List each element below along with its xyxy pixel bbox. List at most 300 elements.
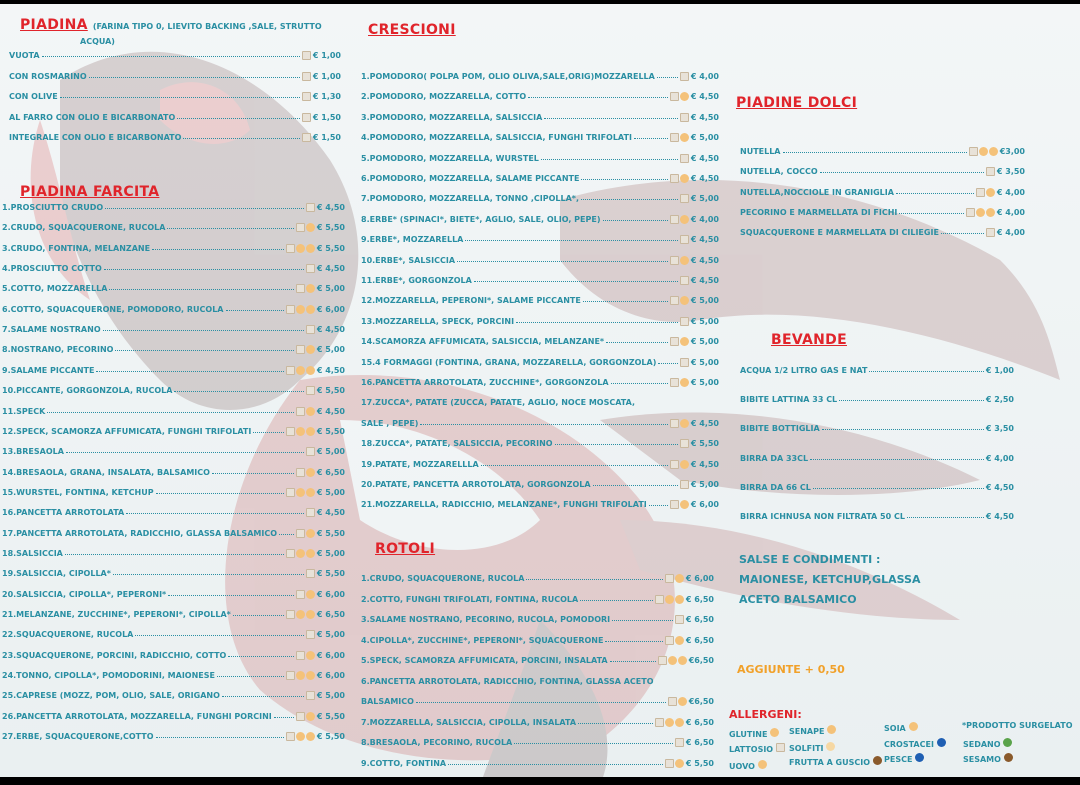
menu-item-row bbox=[2, 223, 345, 232]
menu-item-row bbox=[361, 656, 714, 665]
leader-dots bbox=[115, 350, 293, 351]
menu-item-name: 18.ZUCCA*, PATATE, SALSICCIA, PECORINO bbox=[361, 439, 553, 449]
allergen-icons bbox=[680, 439, 689, 448]
menu-item-name: 10.ERBE*, SALSICCIA bbox=[361, 255, 456, 265]
menu-item-name: 5.COTTO, MOZZARELLA bbox=[2, 284, 108, 294]
lattosio-icon bbox=[296, 712, 305, 721]
allergen-icons bbox=[670, 133, 689, 142]
menu-item-price: € 6,00 bbox=[316, 671, 345, 681]
menu-item-row bbox=[361, 738, 714, 747]
senape-icon bbox=[827, 725, 836, 734]
menu-item-row bbox=[2, 264, 345, 273]
lattosio-icon bbox=[670, 256, 679, 265]
menu-item-name: 6.POMODORO, MOZZARELLA, SALAME PICCANTE bbox=[361, 174, 580, 183]
allergen-frutta bbox=[789, 756, 882, 767]
glutine-icon bbox=[306, 712, 315, 721]
sedano-icon bbox=[1003, 738, 1012, 747]
menu-item-name: VUOTA bbox=[9, 51, 40, 60]
leader-dots bbox=[105, 208, 304, 209]
glutine-icon bbox=[296, 427, 305, 436]
menu-item-name: 7.POMODORO, MOZZARELLA, TONNO ,CIPOLLA*, bbox=[361, 194, 580, 204]
menu-item-row bbox=[740, 167, 1025, 176]
menu-item-name: 1.PROSCIUTTO CRUDO bbox=[2, 203, 104, 212]
menu-item-row bbox=[740, 424, 1014, 433]
lattosio-icon bbox=[670, 500, 679, 509]
top-border bbox=[0, 0, 1080, 4]
menu-item-row bbox=[2, 305, 345, 314]
glutine-icon bbox=[296, 244, 305, 253]
leader-dots bbox=[228, 656, 294, 657]
menu-item-price: € 4,50 bbox=[690, 153, 719, 163]
menu-item-row bbox=[361, 256, 719, 265]
glutine-icon bbox=[680, 460, 689, 469]
allergen-icons bbox=[675, 738, 684, 747]
allergen-icons bbox=[966, 208, 995, 217]
menu-item-row bbox=[361, 500, 719, 509]
leader-dots bbox=[109, 289, 294, 290]
glutine-icon bbox=[296, 610, 305, 619]
menu-item-price: € 5,50 bbox=[316, 243, 345, 253]
allergen-crostacei-label: CROSTACEI bbox=[884, 740, 934, 749]
menu-item-price: € 4,50 bbox=[316, 203, 345, 212]
menu-item-name: BIBITE LATTINA 33 CL bbox=[740, 395, 838, 405]
allergen-icons bbox=[680, 235, 689, 244]
menu-item-row bbox=[2, 325, 345, 334]
menu-item-name: SALE , PEPE) bbox=[361, 418, 419, 428]
allergen-soia bbox=[884, 722, 918, 733]
leader-dots bbox=[593, 485, 678, 486]
menu-item-price: € 6,50 bbox=[685, 635, 714, 645]
menu-item-name: 15.4 FORMAGGI (FONTINA, GRANA, MOZZARELLA, GORGONZOLA) bbox=[361, 357, 657, 367]
allergen-icons bbox=[306, 325, 315, 334]
allergen-icons bbox=[668, 697, 687, 706]
lattosio-icon bbox=[302, 72, 311, 81]
leader-dots bbox=[177, 118, 300, 119]
lattosio-icon bbox=[670, 215, 679, 224]
lattosio-icon bbox=[306, 569, 315, 578]
glutine-icon bbox=[306, 590, 315, 599]
lattosio-icon bbox=[286, 366, 295, 375]
allergen-icons bbox=[286, 671, 315, 680]
leader-dots bbox=[580, 600, 653, 601]
menu-item-row bbox=[361, 677, 714, 686]
bevande-section-header bbox=[771, 329, 847, 348]
leader-dots bbox=[47, 412, 294, 413]
menu-item-row bbox=[740, 512, 1014, 521]
menu-item-price: € 6,50 bbox=[685, 738, 714, 747]
leader-dots bbox=[603, 220, 668, 221]
leader-dots bbox=[581, 199, 678, 200]
leader-dots bbox=[156, 493, 284, 494]
lattosio-icon bbox=[986, 228, 995, 237]
uovo-icon bbox=[758, 760, 767, 769]
menu-item-name: SQUACQUERONE E MARMELLATA DI CILIEGIE bbox=[740, 228, 939, 238]
menu-item-row bbox=[361, 296, 719, 305]
menu-item-price: € 5,50 bbox=[316, 569, 345, 579]
menu-item-row bbox=[2, 447, 345, 456]
glutine-icon bbox=[306, 651, 315, 660]
menu-item-price: € 4,50 bbox=[316, 325, 345, 335]
leader-dots bbox=[212, 473, 294, 474]
menu-item-name: 8.NOSTRANO, PECORINO bbox=[2, 345, 114, 355]
lattosio-icon bbox=[296, 345, 305, 354]
menu-item-price: € 4,00 bbox=[996, 187, 1025, 197]
menu-item-price: € 5,50 bbox=[316, 386, 345, 396]
glutine-icon bbox=[979, 147, 988, 156]
leader-dots bbox=[60, 97, 300, 98]
menu-item-row bbox=[361, 154, 719, 163]
menu-item-row bbox=[2, 671, 345, 680]
leader-dots bbox=[526, 579, 662, 580]
aggiunte-note: AGGIUNTE + 0,50 bbox=[737, 663, 845, 676]
menu-item-row bbox=[9, 133, 341, 142]
leader-dots bbox=[167, 228, 293, 229]
lattosio-icon bbox=[306, 447, 315, 456]
leader-dots bbox=[528, 97, 668, 98]
allergen-icons bbox=[286, 610, 315, 619]
leader-dots bbox=[65, 554, 284, 555]
leader-dots bbox=[156, 737, 284, 738]
lattosio-icon bbox=[675, 738, 684, 747]
menu-item-name: 18.SALSICCIA bbox=[2, 548, 63, 558]
menu-item-row bbox=[361, 276, 719, 285]
glutine-icon bbox=[680, 419, 689, 428]
lattosio-icon bbox=[296, 529, 305, 538]
menu-item-name: PECORINO E MARMELLATA DI FICHI bbox=[740, 207, 898, 217]
glutine-icon bbox=[680, 215, 689, 224]
menu-item-row bbox=[2, 427, 345, 436]
leader-dots bbox=[42, 56, 300, 57]
menu-item-row bbox=[2, 488, 345, 497]
lattosio-icon bbox=[665, 574, 674, 583]
menu-item-row bbox=[361, 337, 719, 346]
menu-item-row bbox=[361, 480, 719, 489]
glutine-icon bbox=[306, 671, 315, 680]
lattosio-icon bbox=[966, 208, 975, 217]
menu-item-row bbox=[361, 194, 719, 203]
leader-dots bbox=[649, 505, 668, 506]
menu-item-name: ACQUA 1/2 LITRO GAS E NAT bbox=[740, 366, 868, 375]
menu-item-price: € 5,00 bbox=[690, 337, 719, 347]
lattosio-icon bbox=[680, 480, 689, 489]
menu-item-price: € 5,00 bbox=[690, 316, 719, 326]
dolci-section-header bbox=[736, 92, 857, 111]
menu-item-price: € 1,50 bbox=[312, 112, 341, 122]
menu-item-name: 6.PANCETTA ARROTOLATA, RADICCHIO, FONTINA, GLASSA ACETO bbox=[361, 676, 654, 686]
lattosio-icon bbox=[296, 284, 305, 293]
menu-item-price: € 1,00 bbox=[312, 71, 341, 81]
menu-item-name: 15.WURSTEL, FONTINA, KETCHUP bbox=[2, 487, 154, 497]
lattosio-icon bbox=[655, 718, 664, 727]
menu-item-price: € 5,00 bbox=[316, 630, 345, 640]
menu-item-name: 26.PANCETTA ARROTOLATA, MOZZARELLA, FUNGHI PORCINI bbox=[2, 711, 272, 721]
menu-item-price: € 5,50 bbox=[316, 223, 345, 233]
lattosio-icon bbox=[668, 697, 677, 706]
glutine-icon bbox=[306, 488, 315, 497]
leader-dots bbox=[226, 310, 284, 311]
menu-item-row bbox=[2, 244, 345, 253]
allergen-solfiti bbox=[789, 742, 835, 753]
menu-item-price: € 6,00 bbox=[685, 574, 714, 583]
glutine-icon bbox=[306, 468, 315, 477]
glutine-icon bbox=[976, 208, 985, 217]
menu-item-row bbox=[361, 574, 714, 583]
menu-item-price: € 4,50 bbox=[690, 276, 719, 285]
lattosio-icon bbox=[670, 296, 679, 305]
piadina-section-header bbox=[20, 14, 322, 33]
leader-dots bbox=[217, 676, 284, 677]
menu-item-name: 1.CRUDO, SQUACQUERONE, RUCOLA bbox=[361, 574, 525, 583]
crescioni-section-header bbox=[368, 19, 456, 38]
lattosio-icon bbox=[986, 167, 995, 176]
menu-item-price: € 4,50 bbox=[690, 418, 719, 428]
glutine-icon bbox=[665, 595, 674, 604]
allergen-icons bbox=[680, 154, 689, 163]
leader-dots bbox=[941, 233, 984, 234]
menu-item-name: 25.CAPRESE (MOZZ, POM, OLIO, SALE, ORIGANO bbox=[2, 691, 220, 701]
lattosio-icon bbox=[306, 386, 315, 395]
menu-item-name: 17.ZUCCA*, PATATE (ZUCCA, PATATE, AGLIO, NOCE MOSCATA, bbox=[361, 398, 636, 408]
allergen-icons bbox=[670, 460, 689, 469]
menu-item-price: € 6,50 bbox=[316, 467, 345, 477]
menu-item-name: 3.POMODORO, MOZZARELLA, SALSICCIA bbox=[361, 112, 543, 122]
leader-dots bbox=[813, 488, 984, 489]
leader-dots bbox=[103, 330, 304, 331]
menu-item-row bbox=[2, 284, 345, 293]
allergen-sesamo bbox=[963, 753, 1013, 764]
menu-item-row bbox=[361, 439, 719, 448]
menu-item-price: € 4,50 bbox=[985, 482, 1014, 492]
pesce-icon bbox=[915, 753, 924, 762]
menu-item-name: 4.CIPOLLA*, ZUCCHINE*, PEPERONI*, SQUACQUERONE bbox=[361, 635, 604, 645]
allergen-icons bbox=[296, 345, 315, 354]
glutine-icon bbox=[680, 174, 689, 183]
menu-item-name: 13.BRESAOLA bbox=[2, 447, 64, 457]
glutine-icon bbox=[296, 671, 305, 680]
soia-icon bbox=[909, 722, 918, 731]
allergen-icons bbox=[302, 72, 311, 81]
menu-item-row bbox=[2, 386, 345, 395]
allergen-icons bbox=[665, 636, 684, 645]
rotoli-section-header bbox=[375, 538, 435, 557]
leader-dots bbox=[448, 764, 663, 765]
glutine-icon bbox=[680, 378, 689, 387]
frutta-a-guscio-icon bbox=[873, 756, 882, 765]
allergen-icons bbox=[302, 51, 311, 60]
menu-item-price: € 3,50 bbox=[985, 424, 1014, 434]
menu-item-name: 21.MELANZANE, ZUCCHINE*, PEPERONI*, CIPOLLA* bbox=[2, 610, 231, 619]
menu-item-row bbox=[361, 92, 719, 101]
menu-item-row bbox=[740, 188, 1025, 197]
menu-item-row bbox=[2, 590, 345, 599]
allergen-icons bbox=[665, 574, 684, 583]
allergen-icons bbox=[296, 407, 315, 416]
leader-dots bbox=[135, 635, 304, 636]
allergen-icons bbox=[655, 595, 684, 604]
menu-item-row bbox=[361, 759, 714, 768]
menu-item-price: € 5,50 bbox=[316, 711, 345, 721]
lattosio-icon bbox=[680, 72, 689, 81]
allergen-icons bbox=[680, 113, 689, 122]
lattosio-icon bbox=[680, 154, 689, 163]
lattosio-icon bbox=[306, 630, 315, 639]
lattosio-icon bbox=[670, 133, 679, 142]
menu-item-row bbox=[2, 529, 345, 538]
lattosio-icon bbox=[286, 671, 295, 680]
menu-item-price: € 4,00 bbox=[996, 207, 1025, 217]
solfiti-icon bbox=[826, 742, 835, 751]
leader-dots bbox=[611, 383, 668, 384]
glutine-icon bbox=[306, 529, 315, 538]
menu-item-price: € 5,50 bbox=[685, 758, 714, 768]
menu-item-name: 8.ERBE* (SPINACI*, BIETE*, AGLIO, SALE, OLIO, PEPE) bbox=[361, 214, 601, 224]
menu-item-price: € 4,00 bbox=[996, 228, 1025, 238]
allergen-uovo bbox=[729, 760, 767, 771]
lattosio-icon bbox=[670, 460, 679, 469]
allergen-icons bbox=[670, 92, 689, 101]
allergen-crostacei bbox=[884, 738, 946, 749]
menu-item-name: 13.MOZZARELLA, SPECK, PORCINI bbox=[361, 316, 515, 326]
menu-item-row bbox=[9, 113, 341, 122]
salse-line-1: SALSE E CONDIMENTI : bbox=[739, 553, 881, 566]
menu-item-price: € 4,50 bbox=[690, 174, 719, 183]
menu-item-name: 10.PICCANTE, GORGONZOLA, RUCOLA bbox=[2, 386, 173, 396]
menu-item-name: 2.POMODORO, MOZZARELLA, COTTO bbox=[361, 92, 527, 102]
menu-item-name: 7.SALAME NOSTRANO bbox=[2, 325, 101, 335]
menu-item-price: € 6,00 bbox=[316, 589, 345, 599]
allergen-icons bbox=[302, 92, 311, 101]
lattosio-icon bbox=[680, 317, 689, 326]
menu-item-row bbox=[2, 468, 345, 477]
glutine-icon bbox=[986, 188, 995, 197]
allergen-surgelato: *PRODOTTO SURGELATO bbox=[962, 721, 1073, 730]
menu-item-row bbox=[740, 228, 1025, 237]
glutine-icon bbox=[678, 656, 687, 665]
glutine-icon bbox=[306, 610, 315, 619]
menu-item-row bbox=[740, 366, 1014, 375]
menu-item-name: 20.SALSICCIA, CIPOLLA*, PEPERONI* bbox=[2, 589, 167, 599]
leader-dots bbox=[174, 391, 303, 392]
leader-dots bbox=[481, 465, 668, 466]
allergen-icons bbox=[670, 256, 689, 265]
glutine-icon bbox=[306, 732, 315, 741]
menu-item-price: € 6,50 bbox=[685, 594, 714, 604]
allergen-icons bbox=[286, 549, 315, 558]
allergen-icons bbox=[306, 386, 315, 395]
menu-item-row bbox=[2, 630, 345, 639]
allergen-icons bbox=[680, 480, 689, 489]
leader-dots bbox=[104, 269, 304, 270]
leader-dots bbox=[66, 452, 304, 453]
menu-item-row bbox=[361, 718, 714, 727]
menu-item-name: CON ROSMARINO bbox=[9, 71, 87, 81]
glutine-icon bbox=[680, 500, 689, 509]
lattosio-icon bbox=[306, 264, 315, 273]
leader-dots bbox=[183, 138, 299, 139]
menu-item-price: € 5,00 bbox=[690, 480, 719, 489]
allergen-lattosio bbox=[729, 743, 785, 754]
menu-item-name: 16.PANCETTA ARROTOLATA, ZUCCHINE*, GORGONZOLA bbox=[361, 378, 609, 387]
allergen-senape bbox=[789, 725, 836, 736]
menu-item-name: NUTELLA, COCCO bbox=[740, 167, 818, 177]
leader-dots bbox=[514, 743, 673, 744]
menu-item-name: 11.ERBE*, GORGONZOLA bbox=[361, 276, 472, 285]
menu-item-price: € 5,00 bbox=[316, 345, 345, 355]
leader-dots bbox=[612, 620, 673, 621]
lattosio-icon bbox=[670, 174, 679, 183]
menu-item-row bbox=[2, 366, 345, 375]
leader-dots bbox=[581, 179, 667, 180]
leader-dots bbox=[783, 152, 967, 153]
allergen-icons bbox=[670, 337, 689, 346]
menu-item-row bbox=[2, 651, 345, 660]
allergen-icons bbox=[296, 223, 315, 232]
allergen-icons bbox=[296, 590, 315, 599]
glutine-icon bbox=[675, 574, 684, 583]
menu-item-price: € 6,50 bbox=[685, 717, 714, 727]
piadina-title: PIADINA bbox=[20, 17, 88, 33]
menu-item-row bbox=[740, 454, 1014, 463]
allergen-icons bbox=[670, 500, 689, 509]
menu-item-name: 19.PATATE, MOZZARELLLA bbox=[361, 459, 479, 469]
lattosio-icon bbox=[296, 590, 305, 599]
lattosio-icon bbox=[776, 743, 785, 752]
glutine-icon bbox=[296, 366, 305, 375]
menu-item-name: 3.CRUDO, FONTINA, MELANZANE bbox=[2, 243, 151, 253]
allergen-sedano-label: SEDANO bbox=[963, 740, 1001, 749]
glutine-icon bbox=[675, 636, 684, 645]
leader-dots bbox=[899, 213, 964, 214]
lattosio-icon bbox=[306, 508, 315, 517]
glutine-icon bbox=[306, 223, 315, 232]
menu-item-price: € 4,50 bbox=[690, 255, 719, 265]
menu-item-name: 4.POMODORO, MOZZARELLA, SALSICCIA, FUNGHI TRIFOLATI bbox=[361, 133, 632, 143]
glutine-icon bbox=[296, 305, 305, 314]
leader-dots bbox=[279, 534, 294, 535]
leader-dots bbox=[658, 363, 678, 364]
menu-item-price: € 5,00 bbox=[316, 548, 345, 558]
allergen-icons bbox=[680, 276, 689, 285]
menu-item-price: € 4,50 bbox=[690, 459, 719, 469]
glutine-icon bbox=[986, 208, 995, 217]
leader-dots bbox=[516, 322, 678, 323]
lattosio-icon bbox=[302, 92, 311, 101]
menu-item-name: BIRRA ICHNUSA NON FILTRATA 50 CL bbox=[740, 512, 905, 521]
glutine-icon bbox=[675, 718, 684, 727]
menu-item-price: €6,50 bbox=[688, 697, 714, 706]
menu-item-row bbox=[740, 208, 1025, 217]
menu-item-name: 20.PATATE, PANCETTA ARROTOLATA, GORGONZOLA bbox=[361, 480, 591, 489]
menu-item-name: 2.COTTO, FUNGHI TRIFOLATI, FONTINA, RUCOLA bbox=[361, 594, 579, 604]
lattosio-icon bbox=[670, 92, 679, 101]
menu-item-row bbox=[361, 378, 719, 387]
menu-item-price: € 5,00 bbox=[316, 447, 345, 457]
lattosio-icon bbox=[658, 656, 667, 665]
lattosio-icon bbox=[286, 732, 295, 741]
allergen-glutine-label: GLUTINE bbox=[729, 730, 768, 739]
menu-item-price: € 5,00 bbox=[316, 487, 345, 497]
lattosio-icon bbox=[670, 337, 679, 346]
leader-dots bbox=[152, 249, 284, 250]
menu-item-name: 8.BRESAOLA, PECORINO, RUCOLA bbox=[361, 738, 513, 747]
farcita-title: PIADINA FARCITA bbox=[20, 184, 160, 200]
lattosio-icon bbox=[306, 325, 315, 334]
lattosio-icon bbox=[286, 244, 295, 253]
leader-dots bbox=[578, 723, 653, 724]
glutine-icon bbox=[680, 337, 689, 346]
leader-dots bbox=[896, 193, 974, 194]
allergen-icons bbox=[670, 296, 689, 305]
